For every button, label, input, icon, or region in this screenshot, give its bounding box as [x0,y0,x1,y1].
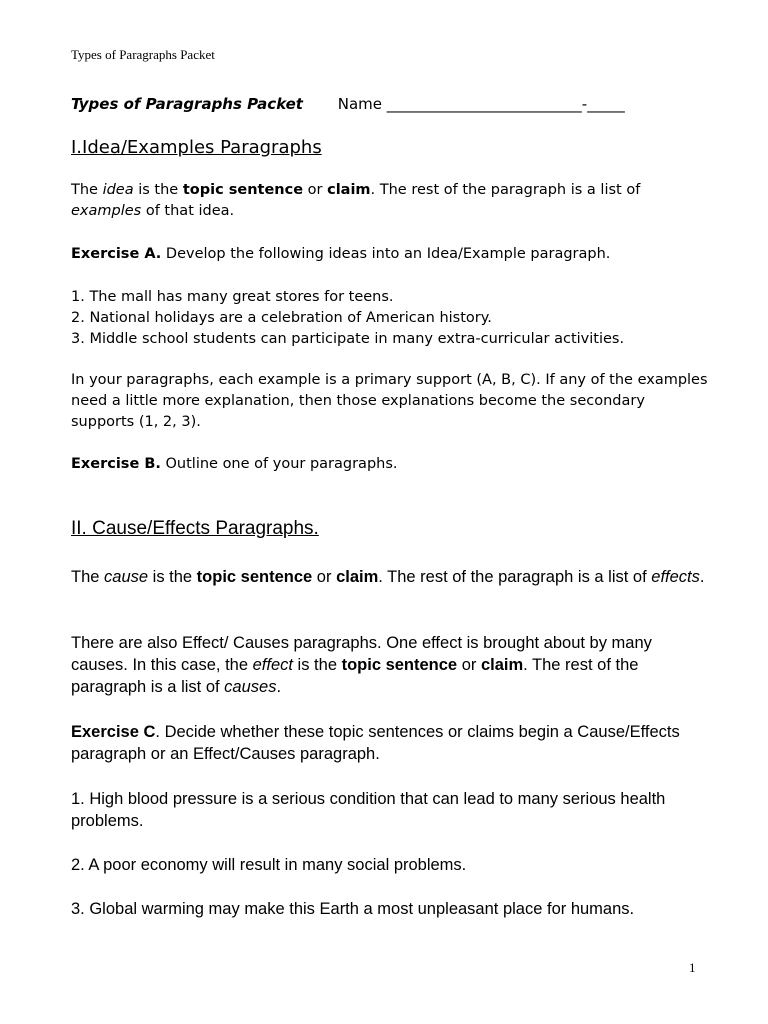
idea-term: idea [102,182,134,198]
title-row [71,95,625,113]
exercise-c-label: Exercise C [71,723,156,741]
exercise-a [71,244,711,265]
effect-causes-explanation [71,632,711,698]
explanation-text: . [276,678,282,696]
explanation-text: There are also Effect/ Causes paragraphs. One effect is brought about by many causes. In this case, the [71,634,652,674]
idea-list [71,287,711,350]
exercise-a-text: Develop the following ideas into an Idea/Example paragraph. [161,246,611,262]
exercise-c-text: . Decide whether these topic sentences or claims begin a Cause/Effects paragraph or an Effect/Causes paragraph. [71,723,680,763]
intro-text: The [71,568,105,586]
list-item: 1. The mall has many great stores for teens. [71,289,394,305]
claim-item-2: 2. A poor economy will result in many social problems. [71,856,467,874]
examples-term: examples [71,203,142,219]
causes-term: causes [224,678,277,696]
intro-text: is the [133,182,183,198]
name-field-label: Name __________________________-_____ [337,95,625,113]
exercise-b-text: Outline one of your paragraphs. [160,456,398,472]
claim-term: claim [327,182,371,198]
intro-text: is the [148,568,197,586]
cause-effects-intro [71,566,711,588]
intro-text: or [303,182,328,198]
intro-text: or [312,568,337,586]
intro-text: . [699,568,705,586]
document-title: Types of Paragraphs Packet [71,95,303,113]
exercise-a-label: Exercise A. [71,246,162,262]
intro-text: . The rest of the paragraph is a list of [378,568,652,586]
exercise-b [71,454,711,475]
intro-text: of that idea. [141,203,235,219]
supports-explanation: In your paragraphs, each example is a primary support (A, B, C). If any of the examples need a little more explanation, then those explanations become the secondary supports (1, 2, 3). [71,372,708,430]
list-item: 3. Middle school students can participate in many extra-curricular activities. [71,331,625,347]
section-2-heading: II. Cause/Effects Paragraphs. [71,518,319,539]
claim-term: claim [480,656,524,674]
claim-item-3: 3. Global warming may make this Earth a most unpleasant place for humans. [71,900,635,918]
claim-term: claim [336,568,379,586]
topic-sentence-term: topic sentence [182,182,304,198]
idea-examples-intro [71,180,711,222]
running-header: Types of Paragraphs Packet [71,47,215,62]
list-item: 2. National holidays are a celebration of American history. [71,310,492,326]
effect-term: effect [252,656,293,674]
topic-sentence-term: topic sentence [196,568,313,586]
claim-item-1: 1. High blood pressure is a serious condition that can lead to many serious health problems. [71,790,666,830]
exercise-b-label: Exercise B. [71,456,161,472]
intro-text: . The rest of the paragraph is a list of [370,182,641,198]
topic-sentence-term: topic sentence [341,656,458,674]
explanation-text: . The rest of the paragraph is a list of [71,656,639,696]
section-1-heading: I.Idea/Examples Paragraphs [71,137,322,158]
explanation-text: is the [292,656,342,674]
explanation-text: or [457,656,481,674]
cause-term: cause [104,568,149,586]
effects-term: effects [651,568,700,586]
intro-text: The [71,182,103,198]
page-number: 1 [689,960,696,975]
exercise-c [71,721,711,765]
